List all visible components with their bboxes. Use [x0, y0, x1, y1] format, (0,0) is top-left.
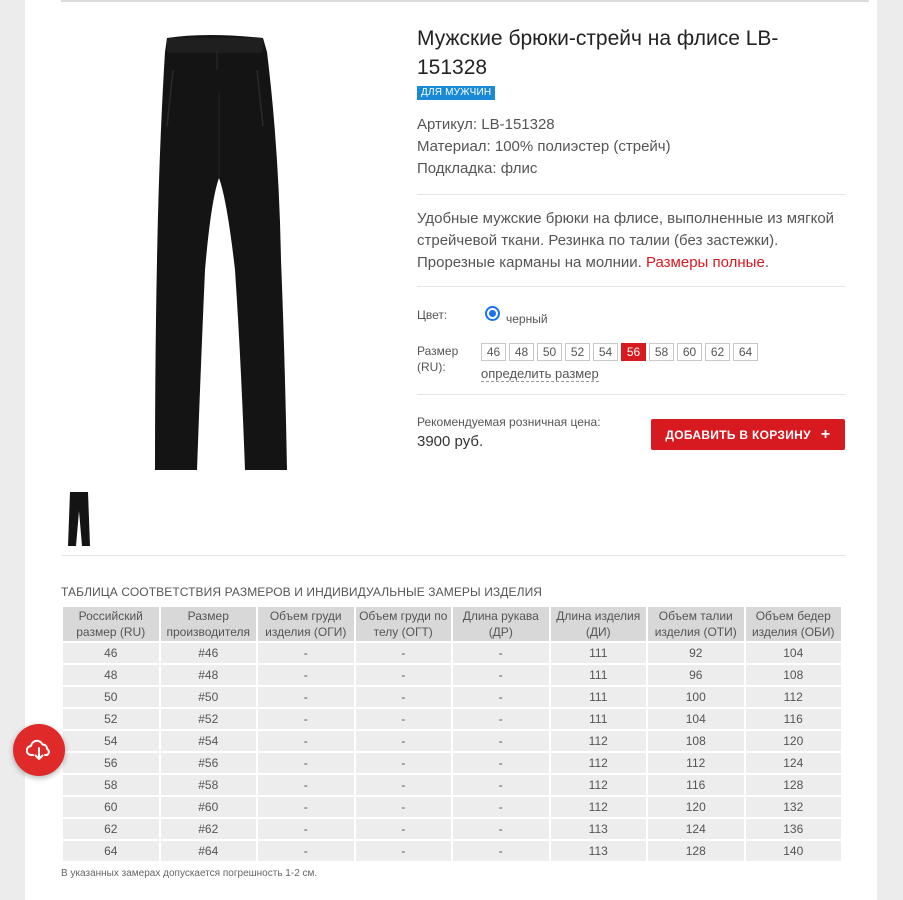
table-cell: 56: [63, 753, 159, 773]
table-row: [63, 753, 841, 773]
size-table-note: В указанных замерах допускается погрешность 1-2 см.: [61, 868, 318, 879]
color-value[interactable]: черный: [506, 312, 548, 326]
size-option-60[interactable]: 60: [677, 343, 702, 361]
table-cell: #46: [161, 643, 257, 663]
table-cell: -: [258, 709, 354, 729]
table-cell: 140: [746, 841, 842, 861]
plus-icon: +: [820, 425, 831, 443]
table-header-cell: Объем груди изделия (ОГИ): [258, 607, 354, 641]
table-cell: -: [356, 775, 452, 795]
table-cell: -: [356, 665, 452, 685]
table-cell: #60: [161, 797, 257, 817]
table-cell: 112: [551, 797, 647, 817]
table-cell: 120: [746, 731, 842, 751]
table-cell: #58: [161, 775, 257, 795]
table-cell: -: [356, 819, 452, 839]
table-cell: 111: [551, 643, 647, 663]
table-cell: -: [356, 841, 452, 861]
table-cell: -: [258, 797, 354, 817]
table-cell: 112: [551, 775, 647, 795]
table-cell: -: [453, 841, 549, 861]
category-badge[interactable]: ДЛЯ МУЖЧИН: [417, 86, 495, 100]
table-cell: 113: [551, 819, 647, 839]
table-cell: 108: [648, 731, 744, 751]
article-text: Артикул: LB-151328: [417, 116, 555, 133]
size-option-54[interactable]: 54: [593, 343, 618, 361]
material-text: Материал: 100% полиэстер (стрейч): [417, 138, 671, 155]
size-option-46[interactable]: 46: [481, 343, 506, 361]
table-body: [63, 643, 841, 861]
table-cell: #56: [161, 753, 257, 773]
product-specs: [417, 114, 845, 180]
sizes-full-link[interactable]: Размеры полные: [646, 254, 765, 271]
product-photo[interactable]: [145, 30, 305, 475]
table-cell: 124: [648, 819, 744, 839]
table-cell: -: [453, 665, 549, 685]
size-selector: [481, 343, 758, 361]
size-option-50[interactable]: 50: [537, 343, 562, 361]
lining-text: Подкладка: флис: [417, 160, 538, 177]
table-header-cell: Размер производителя: [161, 607, 257, 641]
price-label: Рекомендуемая розничная цена:: [417, 415, 601, 429]
table-cell: 124: [746, 753, 842, 773]
table-cell: 108: [746, 665, 842, 685]
table-cell: 48: [63, 665, 159, 685]
table-cell: 60: [63, 797, 159, 817]
size-help-link[interactable]: определить размер: [481, 366, 599, 381]
table-cell: 104: [746, 643, 842, 663]
table-cell: -: [258, 687, 354, 707]
table-cell: 128: [648, 841, 744, 861]
product-info: [417, 24, 845, 450]
table-cell: 64: [63, 841, 159, 861]
table-cell: -: [258, 841, 354, 861]
size-option-56[interactable]: 56: [621, 343, 646, 361]
size-option: [417, 343, 845, 382]
size-option-52[interactable]: 52: [565, 343, 590, 361]
top-divider: [61, 0, 869, 2]
table-row: [63, 709, 841, 729]
add-to-cart-button[interactable]: [651, 419, 845, 450]
table-cell: 111: [551, 665, 647, 685]
table-cell: 113: [551, 841, 647, 861]
purchase-block: [417, 405, 845, 450]
table-cell: 120: [648, 797, 744, 817]
description-suffix: .: [764, 254, 769, 271]
table-header-cell: Российский размер (RU): [63, 607, 159, 641]
table-header-cell: Длина рукава (ДР): [453, 607, 549, 641]
table-cell: 58: [63, 775, 159, 795]
size-option-58[interactable]: 58: [649, 343, 674, 361]
table-header-cell: Объем бедер изделия (ОБИ): [746, 607, 842, 641]
color-label: Цвет:: [417, 308, 448, 322]
table-cell: 54: [63, 731, 159, 751]
product-page: [25, 0, 877, 900]
table-row: [63, 819, 841, 839]
table-cell: -: [453, 731, 549, 751]
table-cell: 104: [648, 709, 744, 729]
table-cell: -: [356, 643, 452, 663]
divider: [417, 394, 845, 395]
table-header-cell: Объем груди по телу (ОГТ): [356, 607, 452, 641]
table-cell: #50: [161, 687, 257, 707]
table-cell: -: [258, 775, 354, 795]
table-cell: -: [453, 687, 549, 707]
section-divider: [61, 555, 846, 556]
table-cell: #54: [161, 731, 257, 751]
color-radio[interactable]: [485, 306, 500, 321]
table-cell: 96: [648, 665, 744, 685]
table-cell: -: [356, 709, 452, 729]
add-to-cart-label: ДОБАВИТЬ В КОРЗИНУ: [665, 427, 811, 442]
size-option-62[interactable]: 62: [705, 343, 730, 361]
table-cell: 136: [746, 819, 842, 839]
price-value: 3900 руб.: [417, 433, 484, 450]
table-cell: 112: [551, 731, 647, 751]
description-text: Удобные мужские брюки на флисе, выполненные из мягкой стрейчевой ткани. Резинка по талии (без застежки). Прорезные карманы на молнии.: [417, 210, 835, 271]
table-cell: 112: [746, 687, 842, 707]
table-cell: -: [453, 775, 549, 795]
table-header-cell: Объем талии изделия (ОТИ): [648, 607, 744, 641]
table-cell: -: [453, 643, 549, 663]
size-label: Размер (RU):: [417, 344, 459, 374]
table-row: [63, 841, 841, 861]
table-cell: 112: [648, 753, 744, 773]
table-cell: -: [258, 731, 354, 751]
table-cell: -: [258, 665, 354, 685]
table-cell: 62: [63, 819, 159, 839]
table-header-row: [63, 607, 841, 641]
table-cell: 132: [746, 797, 842, 817]
table-cell: 50: [63, 687, 159, 707]
table-cell: 100: [648, 687, 744, 707]
table-cell: 112: [551, 753, 647, 773]
table-cell: -: [356, 731, 452, 751]
table-cell: 116: [648, 775, 744, 795]
table-cell: -: [356, 753, 452, 773]
product-title: Мужские брюки-стрейч на флисе LB-151328: [417, 27, 779, 79]
table-row: [63, 643, 841, 663]
table-cell: 116: [746, 709, 842, 729]
size-table: [61, 605, 843, 863]
table-row: [63, 775, 841, 795]
color-option: [417, 307, 845, 326]
table-cell: -: [258, 643, 354, 663]
table-cell: #64: [161, 841, 257, 861]
table-cell: 128: [746, 775, 842, 795]
table-cell: 92: [648, 643, 744, 663]
size-option-64[interactable]: 64: [733, 343, 758, 361]
table-cell: -: [356, 797, 452, 817]
table-cell: 46: [63, 643, 159, 663]
product-description: [417, 208, 845, 274]
table-cell: 111: [551, 709, 647, 729]
cloud-download-button[interactable]: [13, 724, 65, 776]
table-row: [63, 797, 841, 817]
table-cell: -: [453, 819, 549, 839]
table-cell: 111: [551, 687, 647, 707]
table-cell: #48: [161, 665, 257, 685]
table-row: [63, 731, 841, 751]
table-cell: 52: [63, 709, 159, 729]
table-cell: #62: [161, 819, 257, 839]
table-cell: -: [453, 753, 549, 773]
size-table-title: ТАБЛИЦА СООТВЕТСТВИЯ РАЗМЕРОВ И ИНДИВИДУАЛЬНЫЕ ЗАМЕРЫ ИЗДЕЛИЯ: [61, 585, 543, 599]
table-cell: -: [356, 687, 452, 707]
table-cell: -: [453, 797, 549, 817]
divider: [417, 194, 845, 195]
divider: [417, 286, 845, 287]
table-cell: -: [258, 819, 354, 839]
table-cell: -: [453, 709, 549, 729]
size-option-48[interactable]: 48: [509, 343, 534, 361]
table-cell: #52: [161, 709, 257, 729]
table-row: [63, 665, 841, 685]
cloud-download-icon: [26, 739, 52, 761]
table-row: [63, 687, 841, 707]
table-cell: -: [258, 753, 354, 773]
product-thumbnail[interactable]: [64, 491, 94, 547]
table-header-cell: Длина изделия (ДИ): [551, 607, 647, 641]
